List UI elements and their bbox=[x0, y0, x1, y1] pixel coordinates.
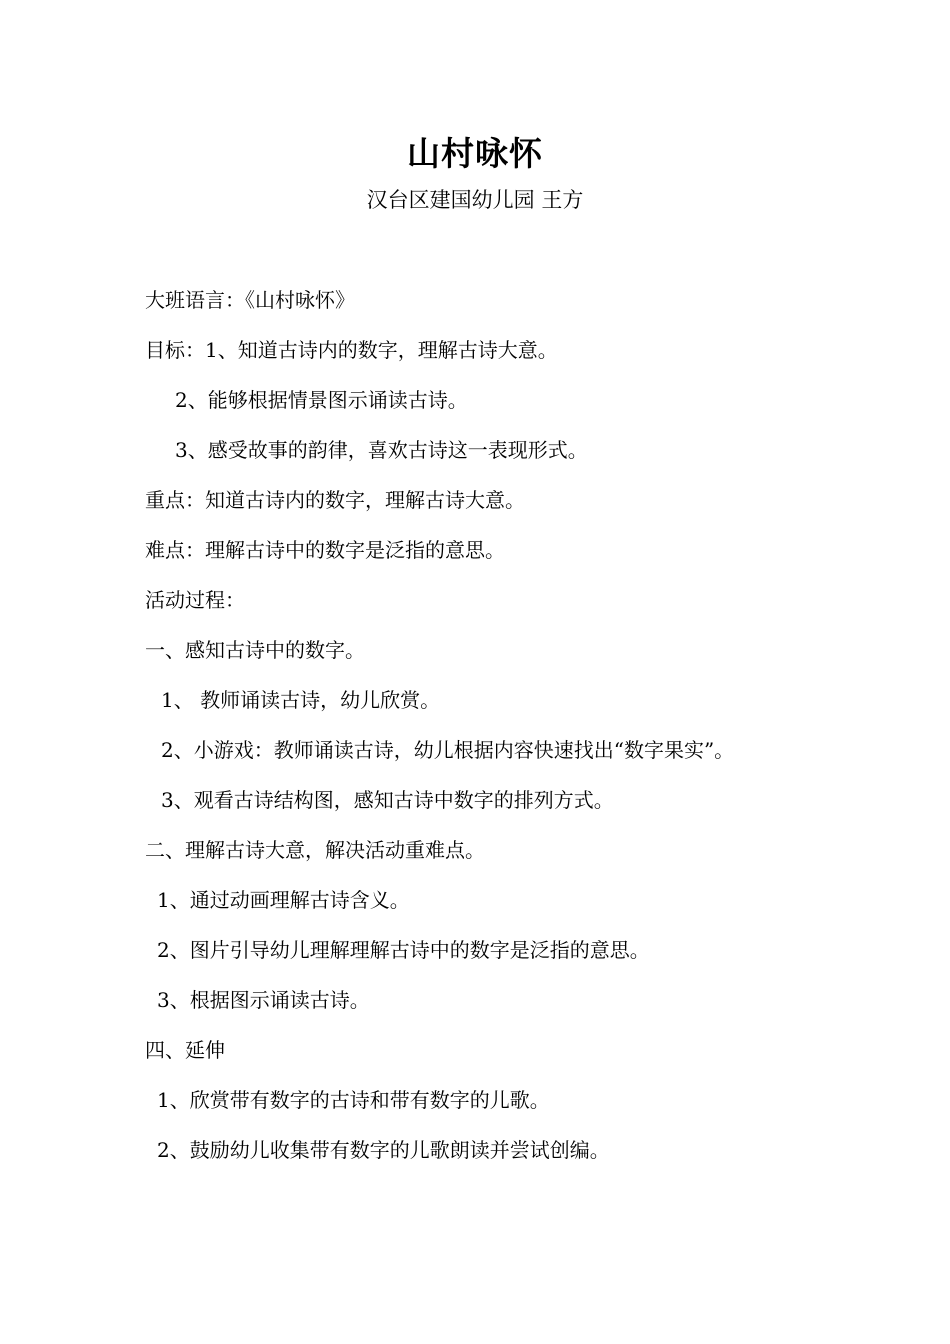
section-2-item-2: 2、图片引导幼儿理解理解古诗中的数字是泛指的意思。 bbox=[157, 938, 650, 962]
document-subtitle: 汉台区建国幼儿园 王方 bbox=[366, 188, 584, 212]
document-body bbox=[145, 284, 865, 1184]
section-1-item-2: 2、小游戏：教师诵读古诗，幼儿根据内容快速找出“数字果实”。 bbox=[161, 738, 735, 762]
section-2-item-1: 1、通过动画理解古诗含义。 bbox=[157, 888, 410, 912]
section-2-item-3: 3、根据图示诵读古诗。 bbox=[157, 988, 370, 1012]
section-1-item-1: 1、 教师诵读古诗，幼儿欣赏。 bbox=[161, 688, 441, 712]
section-4-heading: 四、延伸 bbox=[145, 1038, 225, 1062]
lesson-heading: 大班语言：《山村咏怀》 bbox=[145, 288, 355, 312]
document-title: 山村咏怀 bbox=[407, 134, 543, 173]
objective-line-2: 2、能够根据情景图示诵读古诗。 bbox=[175, 388, 468, 412]
section-4-item-1: 1、欣赏带有数字的古诗和带有数字的儿歌。 bbox=[157, 1088, 550, 1112]
section-2-heading: 二、理解古诗大意，解决活动重难点。 bbox=[145, 838, 485, 862]
objective-line-1: 目标：1、知道古诗内的数字，理解古诗大意。 bbox=[145, 338, 558, 362]
section-1-item-3: 3、观看古诗结构图，感知古诗中数字的排列方式。 bbox=[161, 788, 614, 812]
section-4-item-2: 2、鼓励幼儿收集带有数字的儿歌朗读并尝试创编。 bbox=[157, 1138, 610, 1162]
section-1-heading: 一、感知古诗中的数字。 bbox=[145, 638, 365, 662]
difficulty-line: 难点：理解古诗中的数字是泛指的意思。 bbox=[145, 538, 505, 562]
process-heading: 活动过程： bbox=[145, 588, 245, 612]
key-point-line: 重点：知道古诗内的数字，理解古诗大意。 bbox=[145, 488, 525, 512]
objective-line-3: 3、感受故事的韵律，喜欢古诗这一表现形式。 bbox=[175, 438, 588, 462]
